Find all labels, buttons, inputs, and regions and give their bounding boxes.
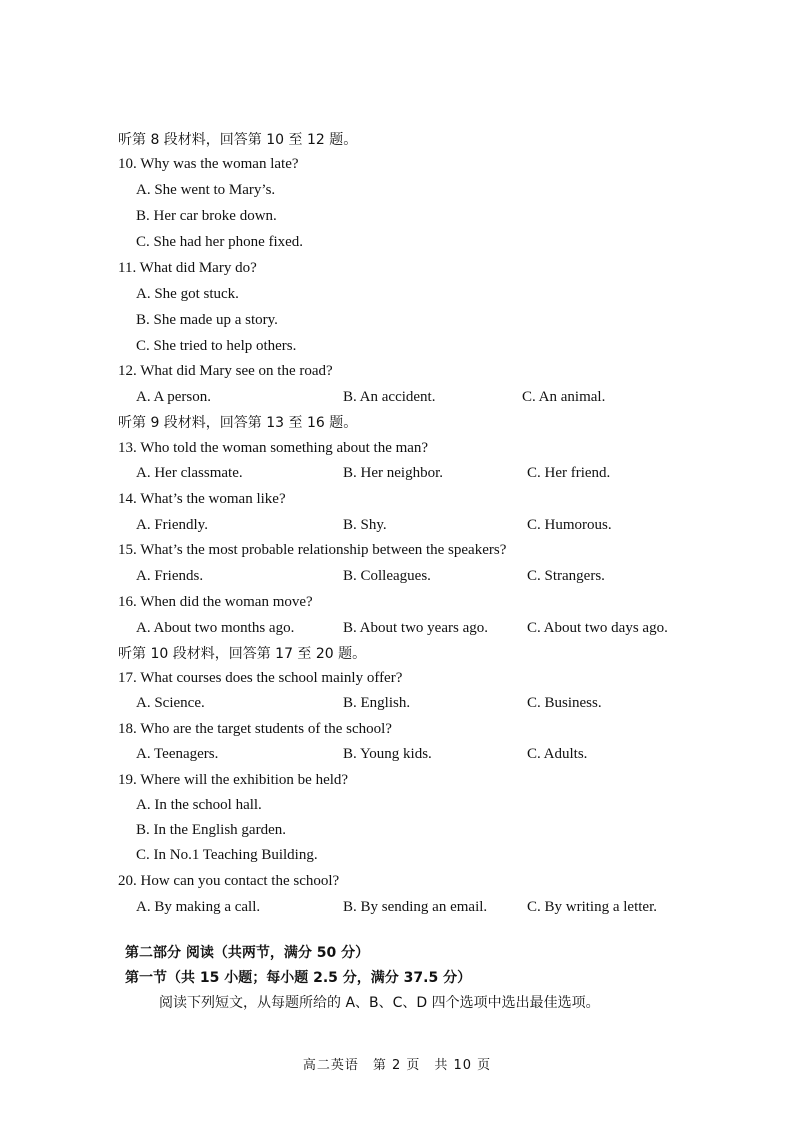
- question-12-option-c: C. An animal.: [522, 389, 606, 405]
- question-13-option-b: B. Her neighbor.: [343, 465, 443, 481]
- question-18-option-a: A. Teenagers.: [136, 746, 219, 762]
- question-14-option-b: B. Shy.: [343, 517, 387, 533]
- question-17-option-c: C. Business.: [527, 695, 602, 711]
- question-13-option-a: A. Her classmate.: [136, 465, 243, 481]
- question-19-option-a: A. In the school hall.: [136, 797, 262, 813]
- question-13-stem: 13. Who told the woman something about the man?: [118, 440, 429, 456]
- question-14-option-c: C. Humorous.: [527, 517, 612, 533]
- question-14-stem: 14. What’s the woman like?: [118, 491, 286, 507]
- question-10-option-b: B. Her car broke down.: [136, 208, 277, 224]
- question-13-option-c: C. Her friend.: [527, 465, 611, 481]
- question-17-option-a: A. Science.: [136, 695, 205, 711]
- question-10-option-a: A. She went to Mary’s.: [136, 182, 276, 198]
- question-10-option-c: C. She had her phone fixed.: [136, 234, 304, 250]
- question-15-stem: 15. What’s the most probable relationship between the speakers?: [118, 542, 507, 558]
- question-16-option-a: A. About two months ago.: [136, 620, 295, 636]
- question-19-option-c: C. In No.1 Teaching Building.: [136, 847, 318, 863]
- question-18-option-b: B. Young kids.: [343, 746, 432, 762]
- question-12-option-a: A. A person.: [136, 389, 211, 405]
- question-17-stem: 17. What courses does the school mainly offer?: [118, 670, 403, 686]
- question-11-option-a: A. She got stuck.: [136, 286, 239, 302]
- question-20-options: [0, 897, 794, 917]
- question-11-stem: 11. What did Mary do?: [118, 260, 257, 276]
- question-16-options: [0, 618, 794, 638]
- question-18-stem: 18. Who are the target students of the school?: [118, 721, 392, 737]
- question-20-option-a: A. By making a call.: [136, 899, 261, 915]
- question-12-options: [0, 387, 794, 407]
- section-10-heading: 听第 10 段材料，回答第 17 至 20 题。: [118, 646, 367, 662]
- question-20-option-b: B. By sending an email.: [343, 899, 488, 915]
- question-18-options: [0, 744, 794, 764]
- question-17-option-b: B. English.: [343, 695, 411, 711]
- question-11-option-c: C. She tried to help others.: [136, 338, 297, 354]
- question-20-stem: 20. How can you contact the school?: [118, 873, 340, 889]
- question-18-option-c: C. Adults.: [527, 746, 588, 762]
- question-19-option-b: B. In the English garden.: [136, 822, 286, 838]
- question-16-option-c: C. About two days ago.: [527, 620, 668, 636]
- question-17-options: [0, 693, 794, 713]
- question-15-options: [0, 566, 794, 586]
- part-2-section-1-title: 第一节（共 15 小题；每小题 2.5 分，满分 37.5 分）: [125, 970, 472, 986]
- question-10-stem: 10. Why was the woman late?: [118, 156, 299, 172]
- question-14-option-a: A. Friendly.: [136, 517, 208, 533]
- question-15-option-c: C. Strangers.: [527, 568, 605, 584]
- question-16-stem: 16. When did the woman move?: [118, 594, 313, 610]
- page-footer: 高二英语 第 2 页 共 10 页: [302, 1058, 492, 1073]
- question-19-stem: 19. Where will the exhibition be held?: [118, 772, 349, 788]
- question-13-options: [0, 463, 794, 483]
- part-2-title: 第二部分 阅读（共两节，满分 50 分）: [125, 945, 370, 961]
- section-9-heading: 听第 9 段材料，回答第 13 至 16 题。: [118, 415, 358, 431]
- question-15-option-a: A. Friends.: [136, 568, 204, 584]
- question-15-option-b: B. Colleagues.: [343, 568, 431, 584]
- part-2-instruction: 阅读下列短文，从每题所给的 A、B、C、D 四个选项中选出最佳选项。: [159, 995, 600, 1011]
- question-14-options: [0, 515, 794, 535]
- question-11-option-b: B. She made up a story.: [136, 312, 278, 328]
- question-16-option-b: B. About two years ago.: [343, 620, 488, 636]
- question-12-option-b: B. An accident.: [343, 389, 436, 405]
- question-12-stem: 12. What did Mary see on the road?: [118, 363, 333, 379]
- question-20-option-c: C. By writing a letter.: [527, 899, 657, 915]
- section-8-heading: 听第 8 段材料，回答第 10 至 12 题。: [118, 132, 358, 148]
